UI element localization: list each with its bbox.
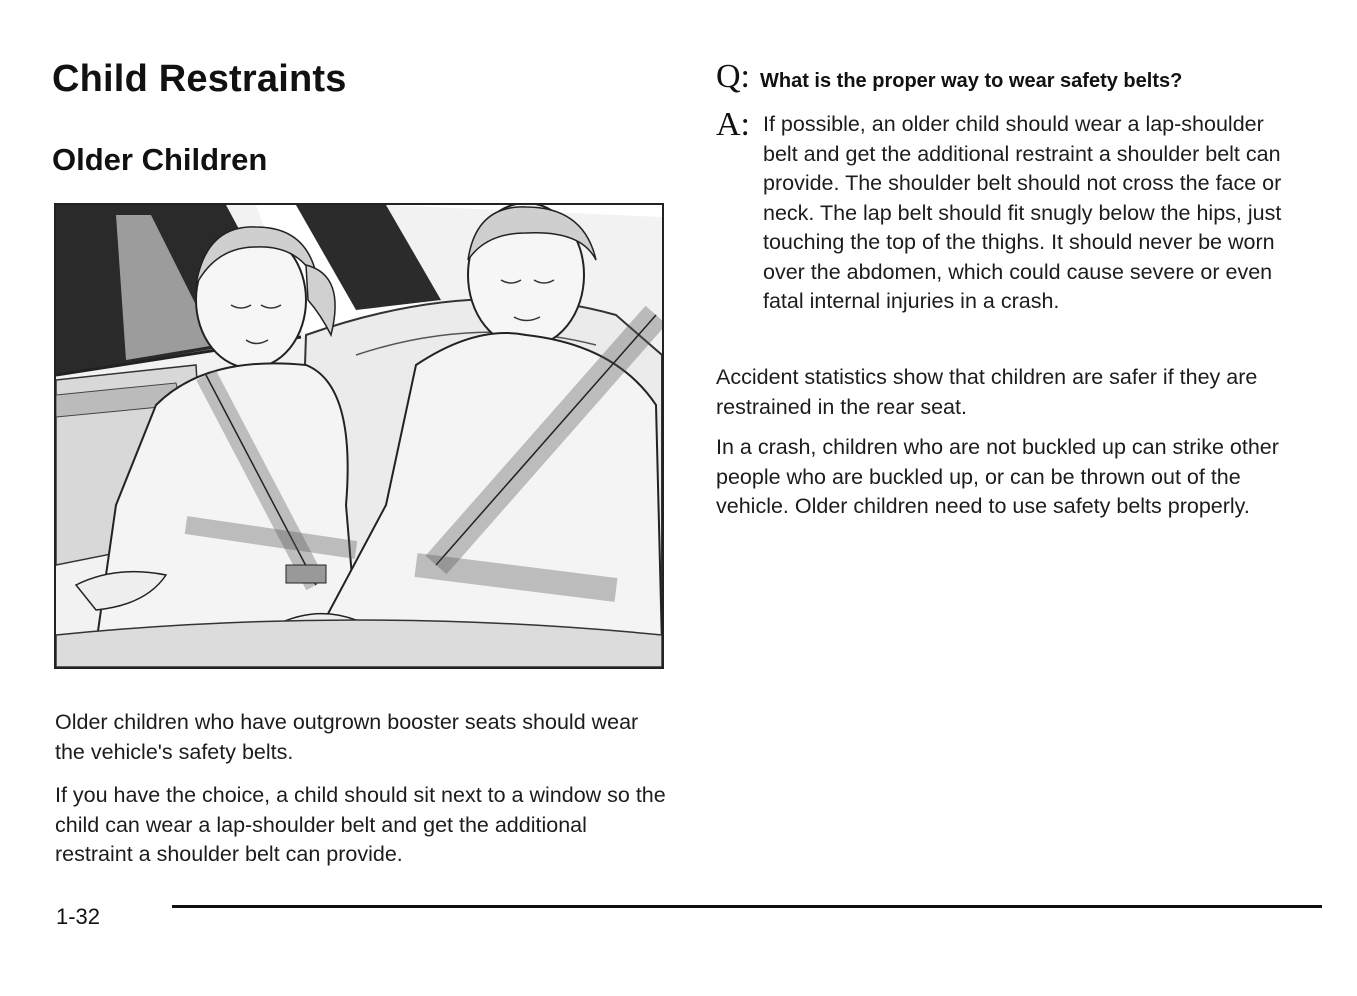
- illustration-drawing: [56, 205, 662, 667]
- paragraph-window-seat: If you have the choice, a child should sit next to a window so the child can wear a lap-shoulder belt and get the additional restraint a shoulder belt can provide.: [55, 783, 666, 866]
- answer-letter: A:: [716, 106, 750, 143]
- qa-question: [716, 58, 1316, 96]
- question-letter: Q:: [716, 58, 750, 95]
- answer-text: If possible, an older child should wear a lap-shoulder belt and get the additional restraint a shoulder belt can provide. The shoulder belt should not cross the face or neck. The lap belt should fit snugly below the hips, just touching the top of the thighs. It should never be worn over the abdomen, which could cause severe or even fatal internal injuries in a crash.: [763, 112, 1282, 313]
- paragraph-crash-risk: In a crash, children who are not buckled up can strike other people who are buckled up, or can be thrown out of the vehicle. Older children need to use safety belts properly.: [716, 435, 1279, 518]
- page-number: 1-32: [56, 904, 101, 929]
- paragraph-accident-statistics: Accident statistics show that children are safer if they are restrained in the rear seat.: [716, 365, 1258, 419]
- illustration-children-in-safety-belts: [54, 203, 664, 669]
- footer-rule: [172, 905, 1322, 908]
- subsection-title: Older Children: [52, 142, 268, 177]
- paragraph-outgrown-booster: Older children who have outgrown booster seats should wear the vehicle's safety belts.: [55, 710, 639, 764]
- section-title: Child Restraints: [52, 58, 347, 100]
- question-text: What is the proper way to wear safety belts?: [760, 70, 1183, 92]
